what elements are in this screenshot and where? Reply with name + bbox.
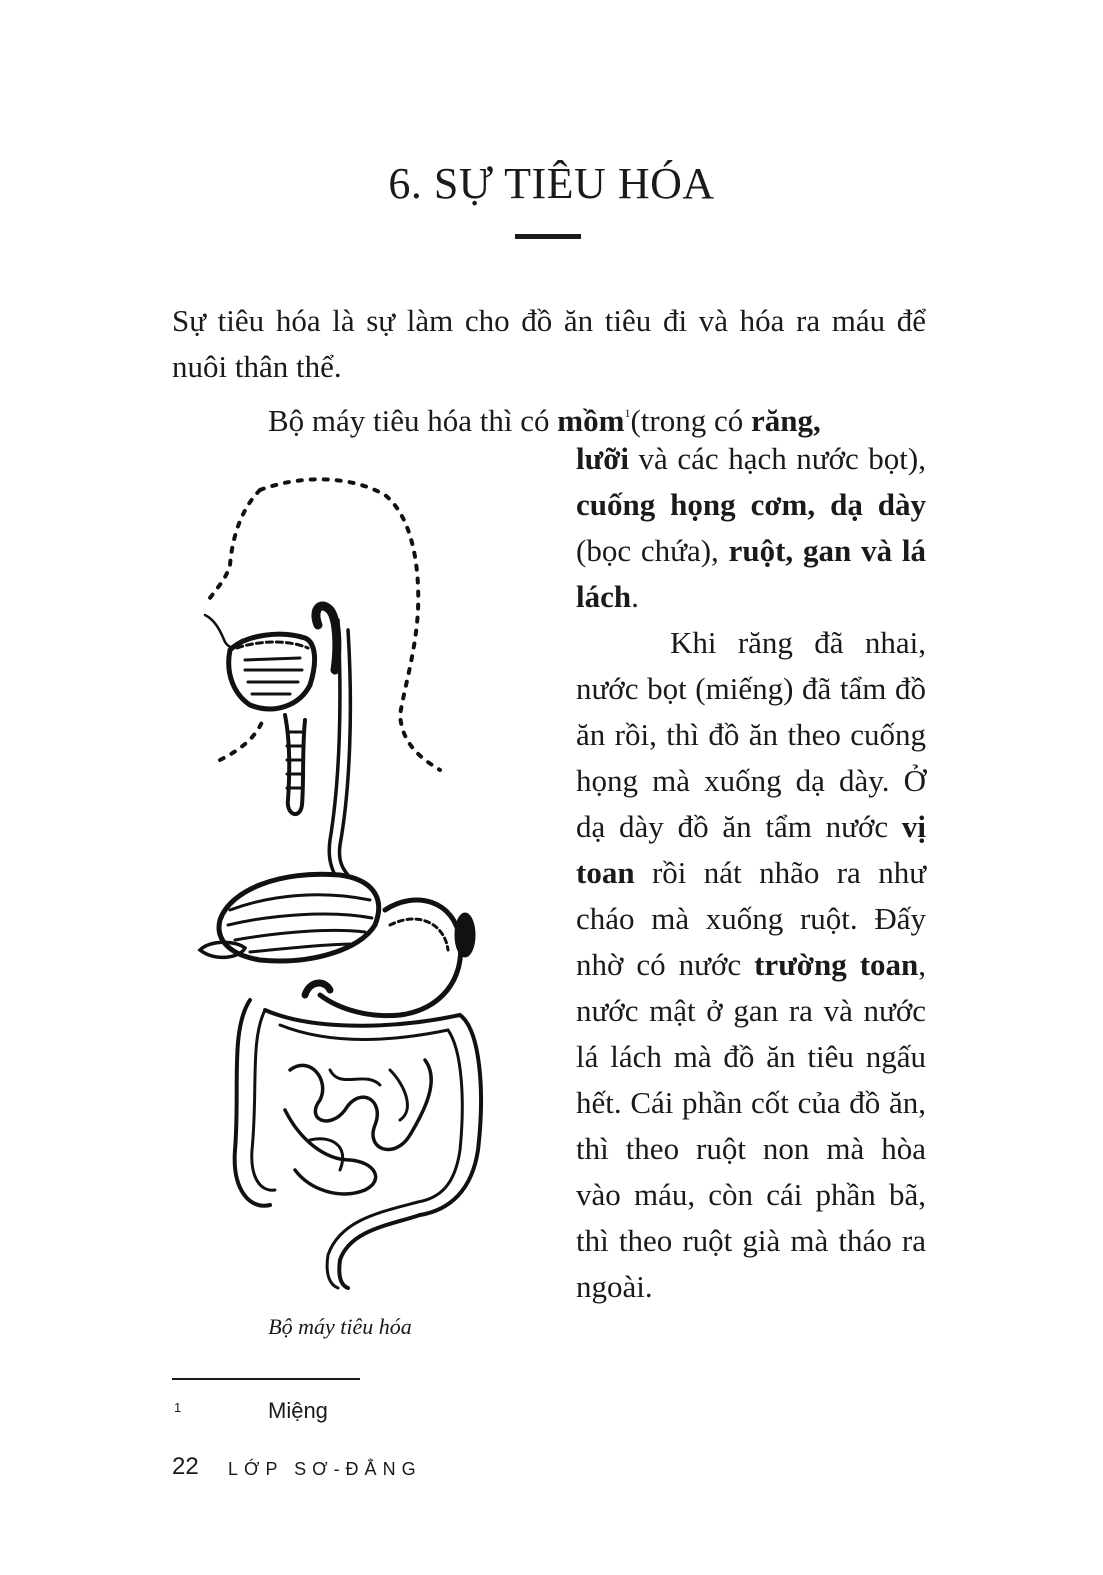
term-mom: mồm (557, 403, 625, 438)
footnote-number: 1 (174, 1400, 182, 1415)
term-rang: răng, (750, 403, 821, 438)
figure-caption: Bộ máy tiêu hóa (268, 1314, 412, 1339)
term-truong-toan: trường toan (754, 947, 919, 982)
term-ruot: ruột, (728, 533, 794, 568)
footnote-text: Miệng (268, 1398, 328, 1423)
page-number: 22 (172, 1453, 199, 1480)
organs-first-line: Bộ máy tiêu hóa thì có mồm$^1$(trong có răng, (268, 403, 821, 438)
footnote-rule (172, 1378, 360, 1380)
chapter-title: 6. SỰ TIÊU HÓA (388, 159, 715, 208)
digestive-system-illustration-icon (190, 470, 500, 1290)
process-paragraph: Khi răng đã nhai, nước bọt (miếng) đã tẩm đồ ăn rồi, thì đồ ăn theo cuống họng mà xuống dạ dày. Ở dạ dày đồ ăn tẩm nước vị toan rồi nát nhão ra như cháo mà xuống ruột. Đấy nhờ có nước trường toan, nước mật ở gan ra và nước lá lách mà đồ ăn tiêu ngấu hết. Cái phần cốt của đồ ăn, thì theo ruột non mà hòa vào máu, còn cái phần bã, thì theo ruột già mà tháo ra ngoài. (576, 625, 927, 1304)
term-vi-toan: vị toan (576, 809, 926, 890)
term-da-day: dạ dày (830, 487, 927, 522)
term-cuong-hong: cuống họng cơm, (576, 487, 816, 522)
running-title: LỚP SƠ-ĐẲNG (228, 1459, 422, 1479)
organs-paragraph: lưỡi và các hạch nước bọt), cuống họng cơm, dạ dày (bọc chứa), ruột, gan và lá lách. (576, 441, 927, 614)
footnote-ref[interactable]: 1 (624, 406, 631, 420)
intro-paragraph (172, 298, 926, 390)
right-column-text (576, 436, 926, 1310)
digestive-system-figure (190, 470, 500, 1290)
term-luoi: lưỡi (576, 441, 629, 476)
intro-text: Sự tiêu hóa là sự làm cho đồ ăn tiêu đi và hóa ra máu để nuôi thân thể. (172, 303, 926, 384)
title-rule (515, 234, 581, 239)
term-gan-la-lach: gan và lá lách (576, 533, 927, 614)
